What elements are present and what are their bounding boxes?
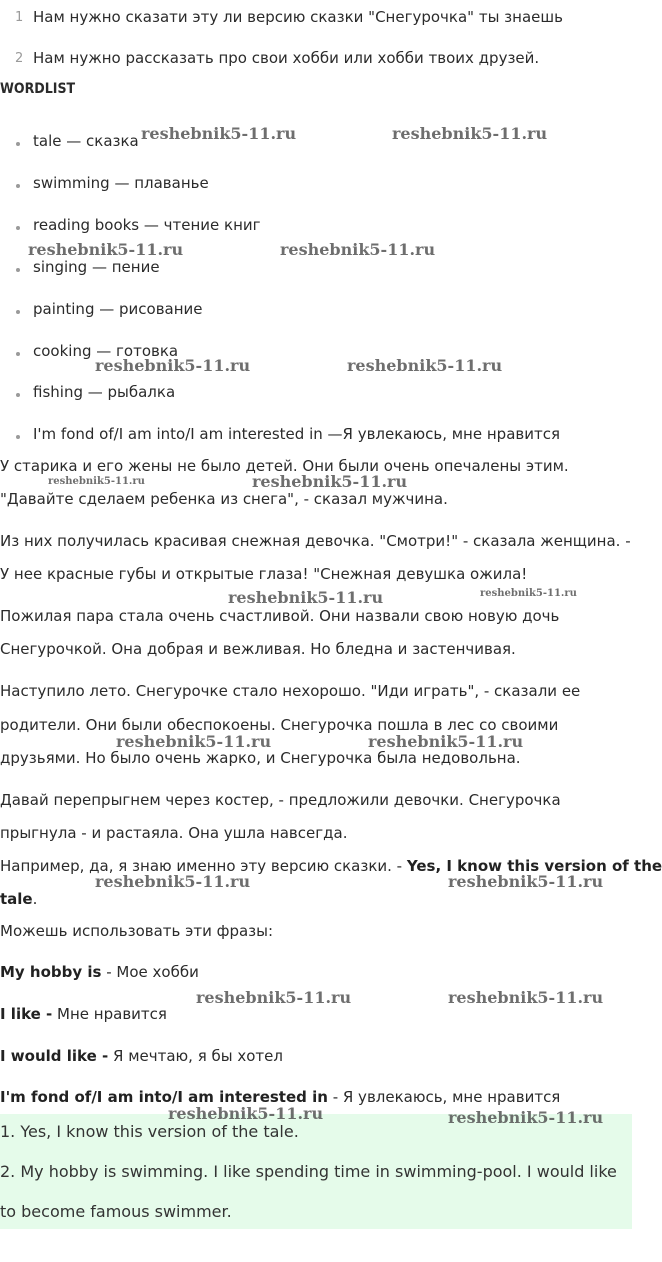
bullet-icon: [16, 352, 20, 356]
phrase-rest: Мне нравится: [52, 1005, 167, 1023]
example-prefix: Например, да, я знаю именно эту версию сказки. -: [0, 857, 407, 875]
wordlist-item: swimming — плаванье: [33, 174, 209, 192]
watermark: reshebnik5-11.ru: [448, 1108, 604, 1127]
story-line: "Давайте сделаем ребенка из снега", - сказал мужчина.: [0, 490, 448, 508]
bullet-icon: [16, 310, 20, 314]
phrase-rest: - Мое хобби: [101, 963, 199, 981]
bullet-icon: [16, 435, 20, 439]
task-text: Нам нужно рассказать про свои хобби или хобби твоих друзей.: [33, 49, 540, 67]
story-line: Наступило лето. Снегурочке стало нехорошо. "Иди играть", - сказали ее: [0, 682, 581, 700]
wordlist-item: cooking — готовка: [33, 342, 179, 360]
bullet-icon: [16, 393, 20, 397]
answer-line: 2. My hobby is swimming. I like spending time in swimming-pool. I would like: [0, 1162, 617, 1181]
answer-line: 1. Yes, I know this version of the tale.: [0, 1122, 299, 1141]
example-bold: Yes, I know this version of the: [406, 857, 662, 875]
story-line: У старика и его жены не было детей. Они были очень опечалены этим.: [0, 457, 569, 475]
bullet-icon: [16, 268, 20, 272]
story-line: Давай перепрыгнем через костер, - предложили девочки. Снегурочка: [0, 791, 561, 809]
phrase-rest: - Я увлекаюсь, мне нравится: [327, 1088, 561, 1106]
story-line: У нее красные губы и открытые глаза! "Снежная девушка ожила!: [0, 565, 528, 583]
watermark: reshebnik5-11.ru: [95, 872, 251, 891]
example-end: .: [32, 890, 38, 908]
task-number: 1: [15, 10, 24, 25]
watermark: reshebnik5-11.ru: [228, 588, 384, 607]
wordlist-item: singing — пение: [33, 258, 160, 276]
watermark: reshebnik5-11.ru: [368, 732, 524, 751]
example-bold: tale: [0, 890, 33, 908]
watermark: reshebnik5-11.ru: [116, 732, 272, 751]
phrase-rest: Я мечтаю, я бы хотел: [108, 1047, 283, 1065]
example-line: [0, 890, 37, 908]
wordlist-item: painting — рисование: [33, 300, 203, 318]
watermark: reshebnik5-11.ru: [480, 588, 577, 599]
bullet-icon: [16, 226, 20, 230]
story-line: друзьями. Но было очень жарко, и Снегурочка была недовольна.: [0, 749, 521, 767]
wordlist-item: fishing — рыбалка: [33, 383, 176, 401]
story-line: Снегурочкой. Она добрая и вежливая. Но бледна и застенчивая.: [0, 640, 516, 658]
watermark: reshebnik5-11.ru: [448, 872, 604, 891]
phrase-item: [0, 1047, 283, 1065]
phrases-intro: Можешь использовать эти фразы:: [0, 922, 274, 940]
phrase-bold: I like -: [0, 1005, 53, 1023]
watermark: reshebnik5-11.ru: [392, 124, 548, 143]
task-number: 2: [15, 51, 24, 66]
watermark: reshebnik5-11.ru: [347, 356, 503, 375]
wordlist-item: I'm fond of/I am into/I am interested in —Я увлекаюсь, мне нравится: [33, 425, 560, 443]
watermark: reshebnik5-11.ru: [252, 472, 408, 491]
phrase-bold: I would like -: [0, 1047, 109, 1065]
wordlist-item: reading books — чтение книг: [33, 216, 261, 234]
phrase-bold: My hobby is: [0, 963, 102, 981]
wordlist-item: tale — сказка: [33, 132, 139, 150]
watermark: reshebnik5-11.ru: [168, 1104, 324, 1123]
watermark: reshebnik5-11.ru: [28, 240, 184, 259]
watermark: reshebnik5-11.ru: [48, 476, 145, 487]
answer-line: to become famous swimmer.: [0, 1202, 232, 1221]
watermark: reshebnik5-11.ru: [95, 356, 251, 375]
task-text: Нам нужно сказати эту ли версию сказки "Снегурочка" ты знаешь: [33, 8, 563, 26]
watermark: reshebnik5-11.ru: [448, 988, 604, 1007]
watermark: reshebnik5-11.ru: [280, 240, 436, 259]
phrase-bold: I'm fond of/I am into/I am interested in: [0, 1088, 328, 1106]
story-line: прыгнула - и растаяла. Она ушла навсегда.: [0, 824, 348, 842]
wordlist-heading: WORDLIST: [0, 81, 76, 97]
story-line: Из них получилась красивая снежная девочка. "Смотри!" - сказала женщина. -: [0, 532, 631, 550]
story-line: Пожилая пара стала очень счастливой. Они назвали свою новую дочь: [0, 607, 560, 625]
phrase-item: [0, 963, 199, 981]
bullet-icon: [16, 142, 20, 146]
story-line: родители. Они были обеспокоены. Снегурочка пошла в лес со своими: [0, 716, 559, 734]
bullet-icon: [16, 184, 20, 188]
watermark: reshebnik5-11.ru: [141, 124, 297, 143]
phrase-item: [0, 1005, 167, 1023]
watermark: reshebnik5-11.ru: [196, 988, 352, 1007]
